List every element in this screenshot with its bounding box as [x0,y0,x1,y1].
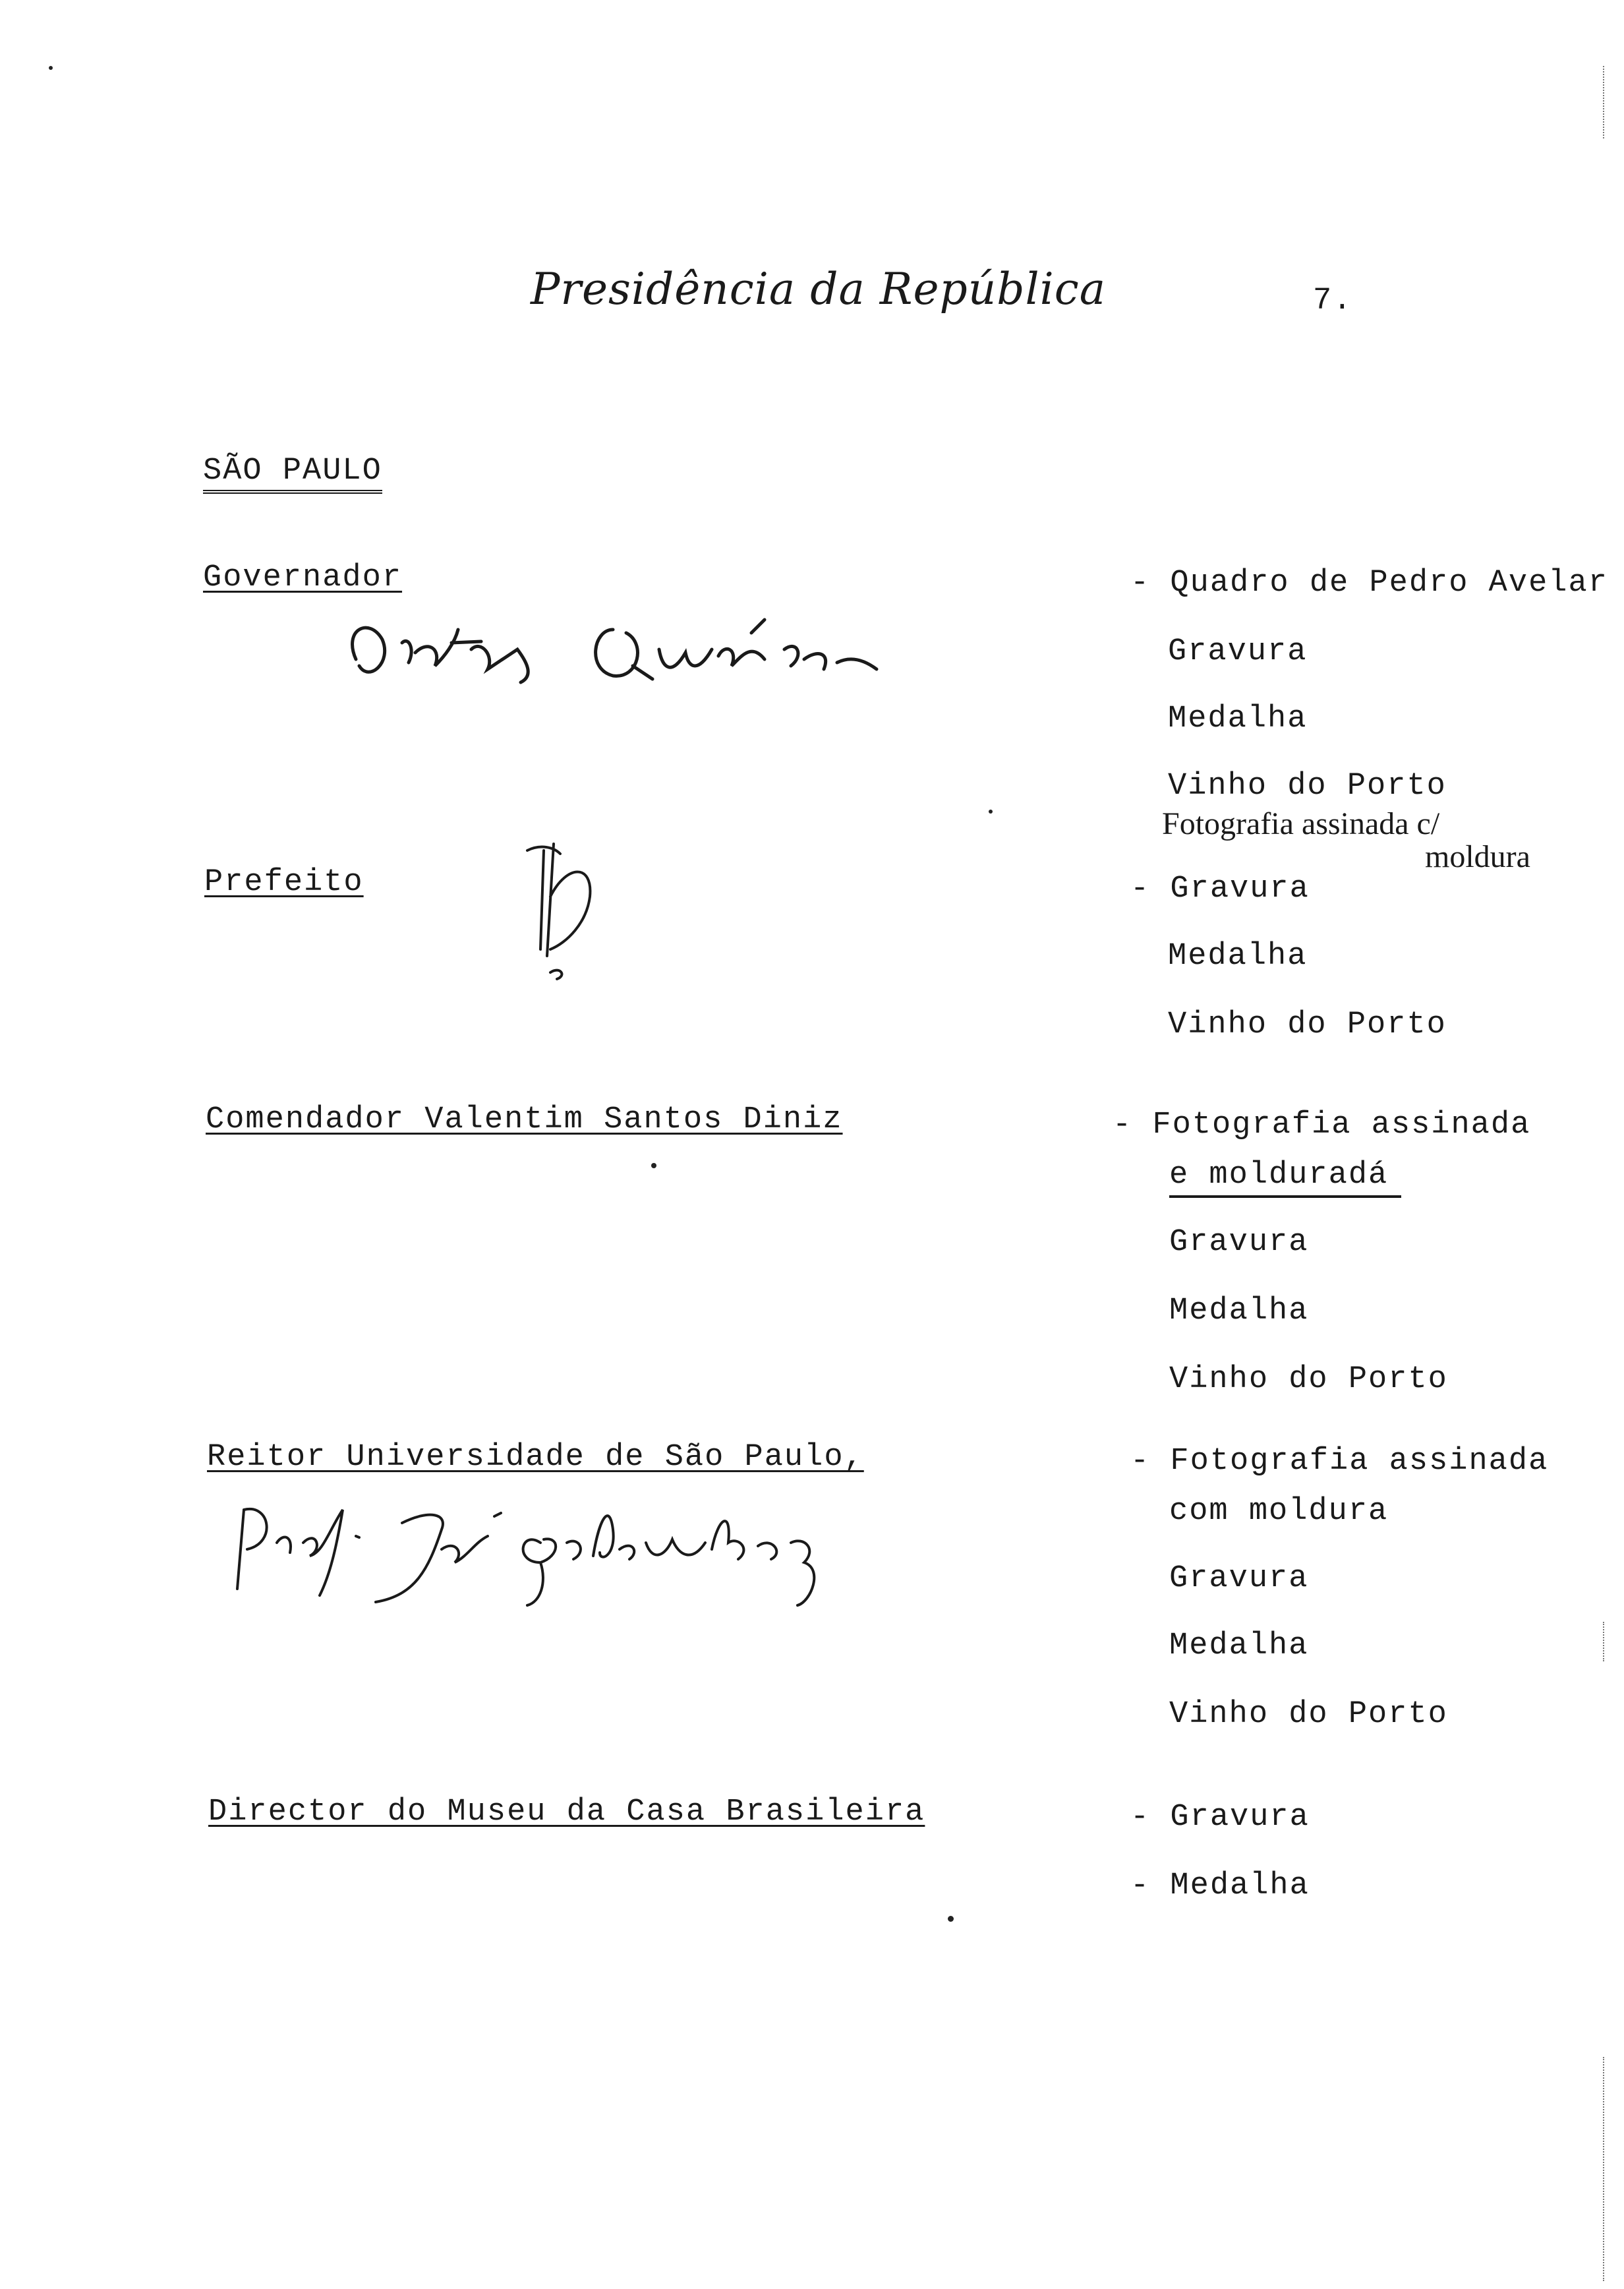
item: com moldura [1169,1494,1389,1529]
recipient-director: Director do Museu da Casa Brasileira [208,1795,925,1829]
item: Medalha [1169,1628,1309,1663]
item: Vinho do Porto [1169,1362,1448,1397]
item: Vinho do Porto [1168,769,1447,804]
scan-edge-mark [1603,2057,1604,2281]
item: e molduradá [1169,1158,1401,1198]
handwritten-note: moldura [1425,839,1530,874]
recipient-comendador: Comendador Valentim Santos Diniz [206,1102,843,1137]
item: Gravura [1168,634,1308,669]
item: - Quadro de Pedro Avelar [1130,566,1608,601]
signature-governador [330,603,910,696]
item: Medalha [1169,1293,1309,1328]
signature-prefeito [514,824,620,982]
recipient-governador: Governador [203,560,403,595]
item: Gravura [1169,1561,1309,1596]
item: - Gravura [1130,1800,1310,1835]
scan-edge-mark [1603,66,1604,138]
scan-speck [989,810,993,814]
scan-speck [948,1916,954,1922]
item: - Fotografia assinada [1113,1108,1531,1143]
item: Vinho do Porto [1169,1697,1448,1732]
item: Vinho do Porto [1168,1007,1447,1042]
item: Medalha [1168,701,1308,736]
recipient-prefeito: Prefeito [204,865,364,900]
page-number: 7. [1313,283,1353,318]
recipient-reitor: Reitor Universidade de São Paulo, [207,1440,864,1475]
item: Gravura [1169,1225,1309,1260]
item: - Medalha [1130,1868,1310,1903]
scan-speck [49,66,53,70]
scan-speck [651,1163,656,1168]
signature-reitor [231,1490,863,1622]
handwritten-note: Fotografia assinada c/ [1162,806,1440,841]
item: - Fotografia assinada [1130,1444,1549,1479]
scan-edge-mark [1603,1622,1604,1661]
item: Medalha [1168,939,1308,974]
item: - Gravura [1130,872,1310,907]
letterhead-title: Presidência da República [531,264,1107,314]
section-title: SÃO PAULO [203,454,382,494]
